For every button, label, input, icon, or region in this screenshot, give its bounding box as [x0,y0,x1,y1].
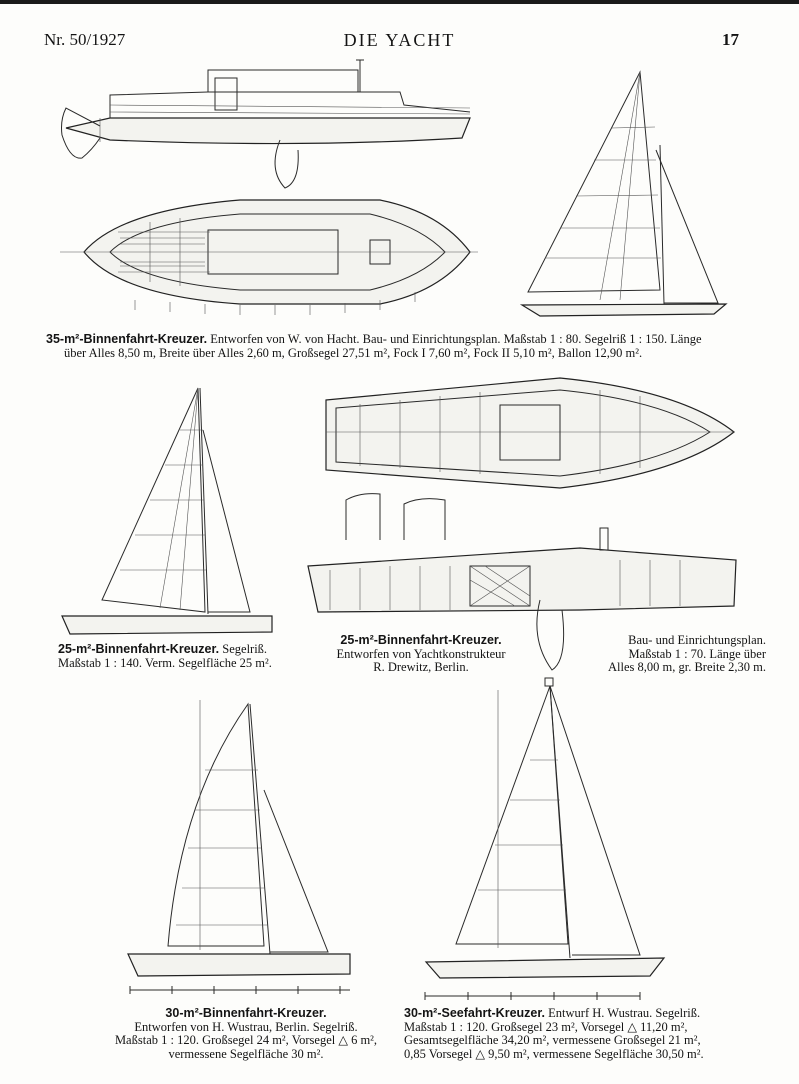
sail-plan-30-see-icon [425,678,664,1000]
caption-25a-line1: Segelriß. [219,642,268,656]
caption-30a-line2: Entworfen von H. Wustrau, Berlin. Segelriß. [134,1019,358,1034]
caption-30-see [404,1007,734,1061]
caption-25-designer [326,634,516,675]
caption-35-line2: über Alles 8,50 m, Breite über Alles 2,60 m, Großsegel 27,51 m², Fock I 7,60 m², Fock II 5,10 m², Ballon 12,90 m². [64,345,643,360]
caption-25a-line2: Maßstab 1 : 140. Verm. Segelfläche 25 m². [58,655,272,670]
caption-25a-title: 25-m²-Binnenfahrt-Kreuzer. [58,642,220,656]
caption-30b-line2: Maßstab 1 : 120. Großsegel 23 m², Vorsegel △ 11,20 m², [404,1019,688,1034]
caption-35-line1: Entworfen von W. von Hacht. Bau- und Einrichtungsplan. Maßstab 1 : 80. Segelriß 1 : 150. Länge [207,332,702,346]
deck-plan-25-icon [326,378,734,488]
issue-number: Nr. 50/1927 [44,30,126,49]
caption-25-plan [586,634,766,675]
caption-25c-line1: Bau- und Einrichtungsplan. [628,633,766,647]
caption-25b-line2: Entworfen von Yachtkonstrukteur [336,646,506,661]
deck-plan-35-icon [60,200,478,315]
caption-30b-title: 30-m²-Seefahrt-Kreuzer. [404,1006,546,1020]
caption-25b-line3: R. Drewitz, Berlin. [373,660,469,675]
caption-35-kreuzer [46,333,766,360]
caption-35-title: 35-m²-Binnenfahrt-Kreuzer. [46,332,208,346]
caption-30a-line4: vermessene Segelfläche 30 m². [168,1046,324,1061]
caption-30a-title: 30-m²-Binnenfahrt-Kreuzer. [165,1006,327,1020]
caption-30b-line1: Entwurf H. Wustrau. Segelriß. [545,1006,701,1020]
boat-profile-35-icon [62,60,471,188]
caption-25-sailplan [58,643,298,670]
caption-30b-line3: Gesamtsegelfläche 34,20 m², vermessene Großsegel 21 m², [404,1033,701,1048]
caption-30a-line3: Maßstab 1 : 120. Großsegel 24 m², Vorsegel △ 6 m², [114,1033,378,1048]
sail-plan-25-icon [62,388,272,634]
caption-25b-title: 25-m²-Binnenfahrt-Kreuzer. [340,633,502,647]
caption-25c-line2: Maßstab 1 : 70. Länge über [628,646,766,661]
caption-30b-line4: 0,85 Vorsegel △ 9,50 m², vermessene Segelfläche 30,50 m². [404,1046,704,1061]
magazine-title: DIE YACHT [343,30,456,50]
caption-30-binnen [96,1007,396,1061]
sail-plan-35-icon [522,72,726,316]
page-number: 17 [722,30,739,49]
sail-plan-30-binnen-icon [128,700,350,994]
caption-25c-line3: Alles 8,00 m, gr. Breite 2,30 m. [608,660,766,675]
